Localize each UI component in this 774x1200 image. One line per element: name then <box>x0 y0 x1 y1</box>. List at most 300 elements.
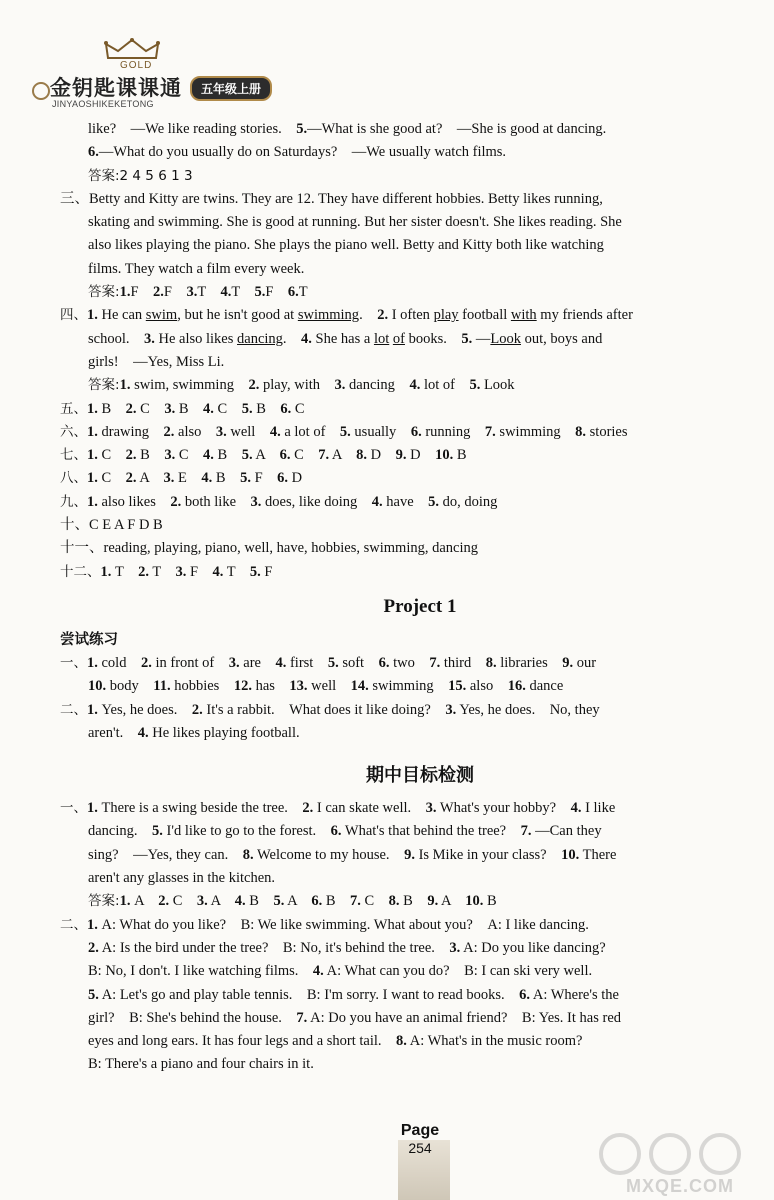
item-number: 10. <box>435 447 454 464</box>
answer-value: hobbies <box>170 678 234 695</box>
item-number: 5. <box>296 121 308 137</box>
answer-value: well <box>307 678 351 695</box>
text-line <box>88 820 752 843</box>
answer-value: dancing <box>345 377 410 394</box>
line-text: He also likes <box>154 330 238 347</box>
dialogue-line <box>88 1007 752 1030</box>
section-number: 六、 <box>60 423 87 440</box>
item-number: 8. <box>575 423 587 440</box>
answer-value: both like <box>181 493 251 510</box>
line-text: A: Do you like dancing? <box>460 939 606 956</box>
section-title: 期中目标检测 <box>366 765 474 787</box>
item-number: 6. <box>378 654 390 671</box>
section-number: 一、 <box>60 654 87 671</box>
grade-badge: 五年级上册 <box>190 76 272 101</box>
item-number: 1. <box>119 893 131 910</box>
line-text: . <box>359 307 378 324</box>
item-number: 1. <box>87 800 98 817</box>
answer-line: 十一、reading, playing, piano, well, have, hobbies, swimming, dancing <box>60 540 479 557</box>
item-number: 8. <box>485 654 497 671</box>
item-number: 8. <box>242 846 254 863</box>
answer-value: D <box>366 447 396 464</box>
item-number: 7. <box>520 823 532 840</box>
left-ornament-icon <box>32 82 50 100</box>
answer-value: our <box>573 654 597 671</box>
answer-content <box>60 118 752 1077</box>
line-text: He can <box>97 307 146 324</box>
item-number: 7. <box>350 893 361 910</box>
text-line: girls! —Yes, Miss Li. <box>88 353 225 370</box>
item-number: 5. <box>241 447 253 464</box>
item-number: 2. <box>302 800 314 817</box>
dialogue-line <box>88 960 752 983</box>
line-text: B: No, I don't. I like watching films. <box>88 963 313 980</box>
item-number: 2. <box>170 493 182 510</box>
line-text: What's your hobby? <box>436 800 571 817</box>
underlined-word: swimming <box>297 307 360 324</box>
item-number: 9. <box>427 893 439 910</box>
answer-value: A <box>252 447 280 464</box>
answer-value: dance <box>525 678 564 695</box>
answer-line <box>88 281 752 304</box>
answer-value: F <box>163 284 187 301</box>
section-number: 十二、 <box>60 563 101 580</box>
item-number: 1. <box>119 284 131 301</box>
answer-value: B <box>136 447 165 464</box>
item-number: 5. <box>88 986 99 1003</box>
answer-value: T <box>298 284 308 301</box>
item-number: 3. <box>164 400 176 417</box>
item-number: 3. <box>449 939 461 956</box>
answer-value: T <box>197 284 221 301</box>
answer-line <box>60 467 752 490</box>
section-number: 七、 <box>60 447 87 464</box>
answer-line <box>88 675 752 698</box>
answer-value: swim, swimming <box>130 377 249 394</box>
item-number: 15. <box>448 678 467 695</box>
passage-line: skating and swimming. She is good at running. But her sister doesn't. She likes reading. She <box>88 214 622 231</box>
answer-label: 答案: <box>88 284 120 301</box>
passage-line: also likes playing the piano. She plays the piano well. Betty and Kitty both like watching <box>88 237 604 254</box>
underlined-word: with <box>510 307 537 324</box>
answer-value: do, doing <box>439 493 498 510</box>
item-number: 4. <box>212 563 224 580</box>
line-text: books. <box>404 330 462 347</box>
item-number: 3. <box>425 800 437 817</box>
item-number: 8. <box>356 447 367 464</box>
item-number: 8. <box>388 893 400 910</box>
answer-line <box>60 421 752 444</box>
section-number: 五、 <box>60 400 87 417</box>
item-number: 3. <box>250 493 262 510</box>
item-number: 5. <box>152 823 163 840</box>
underlined-word: dancing <box>237 330 283 347</box>
item-number: 4. <box>234 893 246 910</box>
item-number: 3. <box>164 447 176 464</box>
text-line: aren't any glasses in the kitchen. <box>88 870 276 887</box>
page-number: 254 <box>408 1140 432 1156</box>
answer-value: third <box>440 654 486 671</box>
item-number: 2. <box>163 423 175 440</box>
answer-value: T <box>111 563 139 580</box>
line-text: A: What can you do? B: I can ski very well. <box>323 963 593 980</box>
line-text: , but he isn't good at <box>177 307 298 324</box>
answer-value: B <box>97 400 126 417</box>
line-text: I like <box>581 800 616 817</box>
item-number: 10. <box>465 893 484 910</box>
item-number: 5. <box>339 423 351 440</box>
section-number: 九、 <box>60 493 87 510</box>
answer-value: B <box>213 447 242 464</box>
text-line <box>88 844 752 867</box>
item-number: 6. <box>88 144 99 161</box>
section-number: 八、 <box>60 470 87 487</box>
passage-line: films. They watch a film every week. <box>88 260 305 277</box>
answer-value: soft <box>338 654 379 671</box>
gold-label: GOLD <box>120 60 153 71</box>
item-number: 4. <box>201 470 213 487</box>
answer-value: also <box>466 678 508 695</box>
dialogue-line <box>88 984 752 1007</box>
answer-value: B <box>483 893 497 910</box>
item-number: 16. <box>507 678 526 695</box>
item-number: 1. <box>87 400 98 417</box>
answer-value: E <box>174 470 202 487</box>
section-number: 二、 <box>60 701 87 718</box>
answer-value: F <box>265 284 288 301</box>
underlined-word: of <box>392 330 405 347</box>
answer-value: stories <box>586 423 628 440</box>
line-text: . <box>282 330 302 347</box>
answer-value: B <box>252 400 281 417</box>
item-number: 1. <box>87 423 98 440</box>
watermark <box>590 1130 770 1200</box>
line-text: A: Where's the <box>530 986 619 1003</box>
underlined-word: Look <box>490 330 521 347</box>
line-text: football <box>458 307 511 324</box>
item-number: 1. <box>87 307 98 324</box>
item-number: 9. <box>404 846 415 863</box>
item-number: 2. <box>248 377 260 394</box>
section-number: 一、 <box>60 800 87 817</box>
item-number: 4. <box>301 330 312 347</box>
underlined-word: lot <box>373 330 390 347</box>
item-number: 2. <box>125 400 137 417</box>
brand-title: 金钥匙课课通 <box>50 76 182 100</box>
answer-value: B <box>453 447 467 464</box>
answer-value: in front of <box>151 654 229 671</box>
book-header <box>30 32 290 112</box>
answer-value: A <box>130 893 159 910</box>
line-text: school. <box>88 330 144 347</box>
item-number: 3. <box>143 330 155 347</box>
watermark-text: MXQE.COM <box>625 1176 734 1196</box>
answer-line <box>60 398 752 421</box>
item-number: 2. <box>191 701 203 718</box>
answer-value: B <box>322 893 350 910</box>
item-number: 4. <box>137 724 149 741</box>
line-text: dancing. <box>88 823 153 840</box>
line-text: A: Do you have an animal friend? B: Yes. It has red <box>307 1009 622 1026</box>
underlined-word: play <box>433 307 459 324</box>
answer-value: first <box>286 654 328 671</box>
line-text: girl? B: She's behind the house. <box>88 1009 297 1026</box>
answer-value: A <box>438 893 466 910</box>
item-number: 7. <box>484 423 496 440</box>
answer-value: C <box>97 470 126 487</box>
item-number: 9. <box>562 654 574 671</box>
item-number: 6. <box>311 893 323 910</box>
item-number: 13. <box>289 678 308 695</box>
page-footer <box>370 1122 470 1156</box>
line-text: —Can they <box>531 823 602 840</box>
answer-value: D <box>288 470 303 487</box>
answer-value: F <box>260 563 273 580</box>
dialogue-line: B: There's a piano and four chairs in it. <box>88 1056 314 1073</box>
answer-value: B <box>399 893 428 910</box>
answer-value: It's a rabbit. What does it like doing? <box>202 701 446 718</box>
answer-value: body <box>106 678 154 695</box>
sub-heading: 尝试练习 <box>60 631 118 648</box>
answer-value: D <box>406 447 436 464</box>
item-number: 5. <box>241 400 253 417</box>
item-number: 6. <box>280 400 292 417</box>
item-number: 9. <box>395 447 407 464</box>
line-text: A: What do you like? B: We like swimming. What about you? A: I like dancing. <box>97 916 589 933</box>
section-title: Project 1 <box>383 595 457 617</box>
item-number: 1. <box>100 563 112 580</box>
page-label: Page <box>400 1122 440 1139</box>
answer-value: C <box>360 893 389 910</box>
answer-value: running <box>421 423 485 440</box>
answer-value: are <box>239 654 276 671</box>
dialogue-line <box>60 914 752 937</box>
item-number: 5. <box>469 377 481 394</box>
answer-value: play, with <box>259 377 335 394</box>
item-number: 3. <box>186 284 198 301</box>
item-number: 8. <box>396 1033 407 1050</box>
answer-line <box>60 561 752 584</box>
line-text: —What is she good at? —She is good at dancing. <box>307 121 607 137</box>
answer-value: C <box>290 447 319 464</box>
answer-value: lot of <box>420 377 470 394</box>
answer-value: C <box>169 893 197 910</box>
line-text: I'd like to go to the forest. <box>162 823 331 840</box>
line-text: A: Is the bird under the tree? B: No, it's behind the tree. <box>98 939 450 956</box>
answer-value: A <box>329 447 357 464</box>
answer-value: B <box>245 893 274 910</box>
answer-value: does, like doing <box>261 493 372 510</box>
item-number: 4. <box>269 423 281 440</box>
line-text: — <box>472 330 491 347</box>
answer-value: libraries <box>496 654 563 671</box>
answer-line <box>88 374 752 397</box>
item-number: 2. <box>140 654 152 671</box>
item-number: 3. <box>215 423 227 440</box>
answer-label: 答案: <box>88 377 120 394</box>
section-number: 二、 <box>60 916 87 933</box>
answer-value: C <box>175 447 204 464</box>
answer-value: F <box>250 470 278 487</box>
answer-value: A <box>284 893 312 910</box>
line-text: my friends after <box>536 307 633 324</box>
answer-value: A <box>136 470 164 487</box>
answer-value: two <box>389 654 430 671</box>
item-number: 1. <box>87 916 98 933</box>
answer-value: A <box>207 893 235 910</box>
item-number: 6. <box>279 447 291 464</box>
item-number: 5. <box>254 284 266 301</box>
answer-value: usually <box>350 423 411 440</box>
text-line <box>60 797 752 820</box>
item-number: 5. <box>273 893 285 910</box>
item-number: 6. <box>519 986 531 1003</box>
answer-value: F <box>130 284 154 301</box>
item-number: 3. <box>196 893 208 910</box>
item-number: 2. <box>158 893 170 910</box>
item-number: 1. <box>87 447 98 464</box>
answer-value: well <box>226 423 270 440</box>
item-number: 5. <box>428 493 440 510</box>
underlined-word: swim <box>145 307 178 324</box>
line-text: Welcome to my house. <box>253 846 405 863</box>
answer-value: C <box>213 400 242 417</box>
item-number: 10. <box>561 846 580 863</box>
line-text: eyes and long ears. It has four legs and a short tail. <box>88 1033 397 1050</box>
answer-line <box>88 722 752 745</box>
brand-subtitle: JINYAOSHIKEKETONG <box>52 99 154 109</box>
item-number: 4. <box>570 800 582 817</box>
item-number: 4. <box>220 284 232 301</box>
item-number: 2. <box>125 470 137 487</box>
item-number: 6. <box>277 470 289 487</box>
line-text: What's that behind the tree? <box>341 823 521 840</box>
item-number: 2. <box>138 563 149 580</box>
item-number: 2. <box>153 284 164 301</box>
line-text: out, boys and <box>520 330 603 347</box>
item-number: 3. <box>163 470 175 487</box>
item-number: 4. <box>203 447 214 464</box>
item-number: 7. <box>318 447 330 464</box>
line-text: She has a <box>311 330 374 347</box>
item-number: 11. <box>153 678 171 695</box>
answer-value: Yes, he does. <box>97 701 192 718</box>
item-number: 4. <box>275 654 287 671</box>
answer-value: He likes playing football. <box>148 724 300 741</box>
line-text: like? —We like reading stories. <box>88 121 297 137</box>
dialogue-line <box>88 937 752 960</box>
item-number: 4. <box>203 400 214 417</box>
text-line <box>88 328 752 351</box>
answer-value: C <box>97 447 126 464</box>
item-number: 1. <box>87 470 98 487</box>
item-number: 2. <box>88 939 99 956</box>
item-number: 4. <box>409 377 421 394</box>
item-number: 1. <box>87 493 98 510</box>
answer-value: Look <box>480 377 515 394</box>
answer-value: has <box>251 678 290 695</box>
crown-logo-icon <box>102 38 162 60</box>
line-text: —What do you usually do on Saturdays? —We usually watch films. <box>98 144 507 161</box>
answer-value: T <box>231 284 255 301</box>
answer-value: a lot of <box>280 423 340 440</box>
answer-value: C <box>291 400 305 417</box>
item-number: 12. <box>233 678 252 695</box>
line-text: A: What's in the music room? <box>406 1033 583 1050</box>
answer-value: also <box>174 423 216 440</box>
dialogue-line <box>88 1030 752 1053</box>
answer-line <box>60 652 752 675</box>
item-number: 5. <box>240 470 251 487</box>
answer-value: drawing <box>97 423 164 440</box>
answer-line <box>60 699 752 722</box>
item-number: 3. <box>334 377 346 394</box>
line-text: There <box>579 846 617 863</box>
answer-line <box>60 444 752 467</box>
item-number: 4. <box>371 493 383 510</box>
line-text: A: Let's go and play table tennis. B: I'm sorry. I want to read books. <box>98 986 520 1003</box>
item-number: 1. <box>87 701 98 718</box>
passage-line: 三、Betty and Kitty are twins. They are 12. They have different hobbies. Betty likes running, <box>60 190 603 207</box>
item-number: 6. <box>330 823 342 840</box>
line-text: There is a swing beside the tree. <box>97 800 303 817</box>
answer-value: T <box>223 563 250 580</box>
item-number: 4. <box>312 963 324 980</box>
item-number: 3. <box>228 654 240 671</box>
item-number: 3. <box>175 563 187 580</box>
answer-value: B <box>175 400 204 417</box>
answer-value: B <box>212 470 241 487</box>
item-number: 2. <box>125 447 137 464</box>
answer-label: 答案: <box>88 893 120 910</box>
text-line <box>88 118 752 141</box>
line-text: sing? —Yes, they can. <box>88 846 243 863</box>
answer-line <box>60 491 752 514</box>
answer-value: C <box>136 400 165 417</box>
answer-line <box>88 890 752 913</box>
answer-line: 答案:2 4 5 6 1 3 <box>88 167 193 184</box>
text-line <box>60 304 752 327</box>
item-number: 7. <box>429 654 441 671</box>
answer-value: cold <box>97 654 141 671</box>
answer-value: Yes, he does. No, they <box>456 701 600 718</box>
answer-value: T <box>148 563 176 580</box>
answer-value: have <box>382 493 429 510</box>
line-text: Is Mike in your class? <box>414 846 562 863</box>
item-number: 6. <box>410 423 422 440</box>
line-text: I can skate well. <box>313 800 426 817</box>
answer-value: swimming <box>495 423 576 440</box>
item-number: 2. <box>377 307 389 324</box>
item-number: 1. <box>119 377 131 394</box>
answer-value: also likes <box>97 493 171 510</box>
item-number: 3. <box>445 701 457 718</box>
item-number: 6. <box>287 284 299 301</box>
line-text: I often <box>388 307 434 324</box>
section-number: 四、 <box>60 307 87 324</box>
watermark-logo-icon <box>590 1130 770 1176</box>
item-number: 1. <box>87 654 98 671</box>
answer-value: F <box>186 563 213 580</box>
item-number: 7. <box>296 1009 308 1026</box>
answer-line: 十、C E A F D B <box>60 517 163 534</box>
item-number: 14. <box>350 678 369 695</box>
text-line <box>88 141 752 164</box>
item-number: 5. <box>327 654 339 671</box>
answer-value: swimming <box>368 678 449 695</box>
answer-value: aren't. <box>88 724 138 741</box>
item-number: 10. <box>88 678 107 695</box>
